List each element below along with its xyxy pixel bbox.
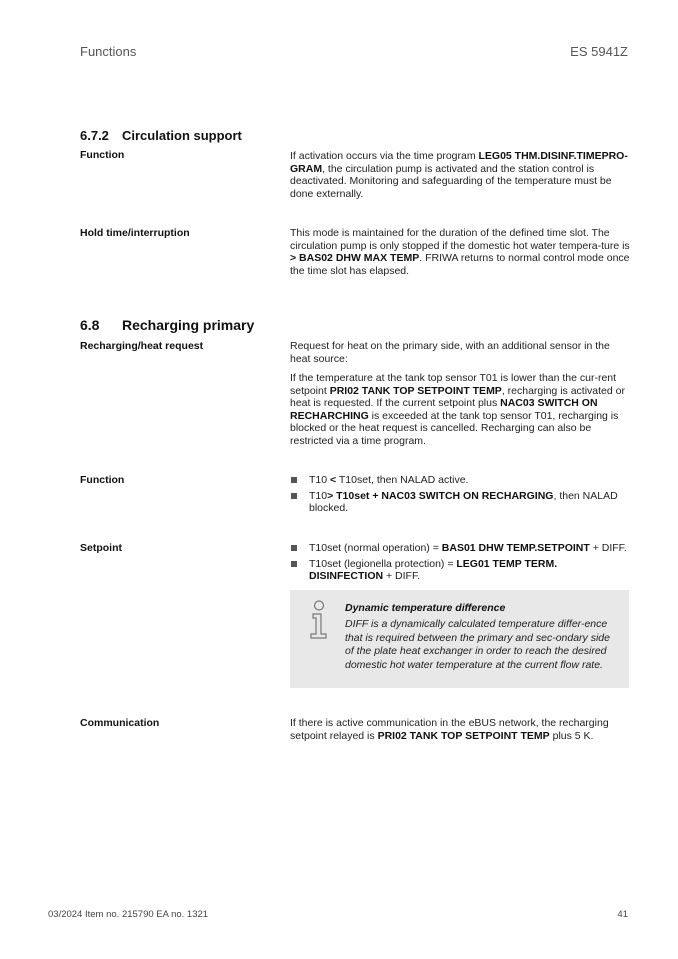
square-bullet-icon <box>291 477 297 483</box>
page-number: 41 <box>617 909 628 920</box>
footer-item-info: 03/2024 Item no. 215790 EA no. 1321 <box>48 909 209 920</box>
note-text: DIFF is a dynamically calculated temperature differ-ence that is required between the primary and sec-ondary side of the plate heat exchanger in order to reach the desired domestic hot water temperature at the current flow rate. <box>345 618 610 671</box>
info-icon <box>308 600 330 640</box>
label-function-68: Function <box>80 474 125 486</box>
recharging-request-text: Request for heat on the primary side, with an additional sensor in the heat source: If the temperature at the tank top sensor T01 is lower than the cur-rent setpoint PRI02 TANK TOP SETPOINT TEMP, recharging is activated or heat is requested. If the current setpoint plus NAC03 SWITCH ON RECHARCHING is exceeded at the tank top sensor T01, recharging is blocked or the heat request is cancelled. Recharging can also be restricted via a time program. <box>290 340 625 447</box>
label-communication: Communication <box>80 717 160 729</box>
communication-text: If there is active communication in the eBUS network, the recharging setpoint relayed is PRI02 TANK TOP SETPOINT TEMP plus 5 K. <box>290 717 609 742</box>
hold-time-text: This mode is maintained for the duration of the defined time slot. The circulation pump is only stopped if the domestic hot water tempera-ture is > BAS02 DHW MAX TEMP. FRIWA returns to normal control mode once the time slot has elapsed. <box>290 227 630 277</box>
square-bullet-icon <box>291 493 297 499</box>
label-function: Function <box>80 149 125 161</box>
list-item: T10> T10set + NAC03 SWITCH ON RECHARGING, then NALAD blocked. <box>290 490 630 515</box>
list-item: T10set (legionella protection) = LEG01 TEMP TERM. DISINFECTION + DIFF. <box>290 558 630 583</box>
function-list <box>290 474 630 518</box>
running-header-title: Functions <box>80 44 137 59</box>
section-heading-recharging-primary <box>80 317 254 333</box>
square-bullet-icon <box>291 545 297 551</box>
list-item: T10set (normal operation) = BAS01 DHW TEMP.SETPOINT + DIFF. <box>290 542 630 555</box>
label-setpoint: Setpoint <box>80 542 122 554</box>
label-hold-time: Hold time/interruption <box>80 227 190 239</box>
list-item: T10 < T10set, then NALAD active. <box>290 474 630 487</box>
circulation-function-text: If activation occurs via the time program LEG05 THM.DISINF.TIMEPRO-GRAM, the circulation pump is activated and the station control is deactivated. Monitoring and safeguarding of the temperature must be done externally. <box>290 150 628 200</box>
setpoint-list <box>290 542 630 586</box>
running-header-doc-number: ES 5941Z <box>570 44 628 59</box>
note-title: Dynamic temperature difference <box>345 602 506 614</box>
section-number: 6.8 <box>80 317 100 333</box>
section-title: Circulation support <box>122 128 242 143</box>
section-heading-circulation-support <box>80 128 242 143</box>
square-bullet-icon <box>291 561 297 567</box>
section-number: 6.7.2 <box>80 128 109 143</box>
label-recharging-request: Recharging/heat request <box>80 340 204 352</box>
section-title: Recharging primary <box>122 317 255 333</box>
info-note-box <box>290 590 629 688</box>
